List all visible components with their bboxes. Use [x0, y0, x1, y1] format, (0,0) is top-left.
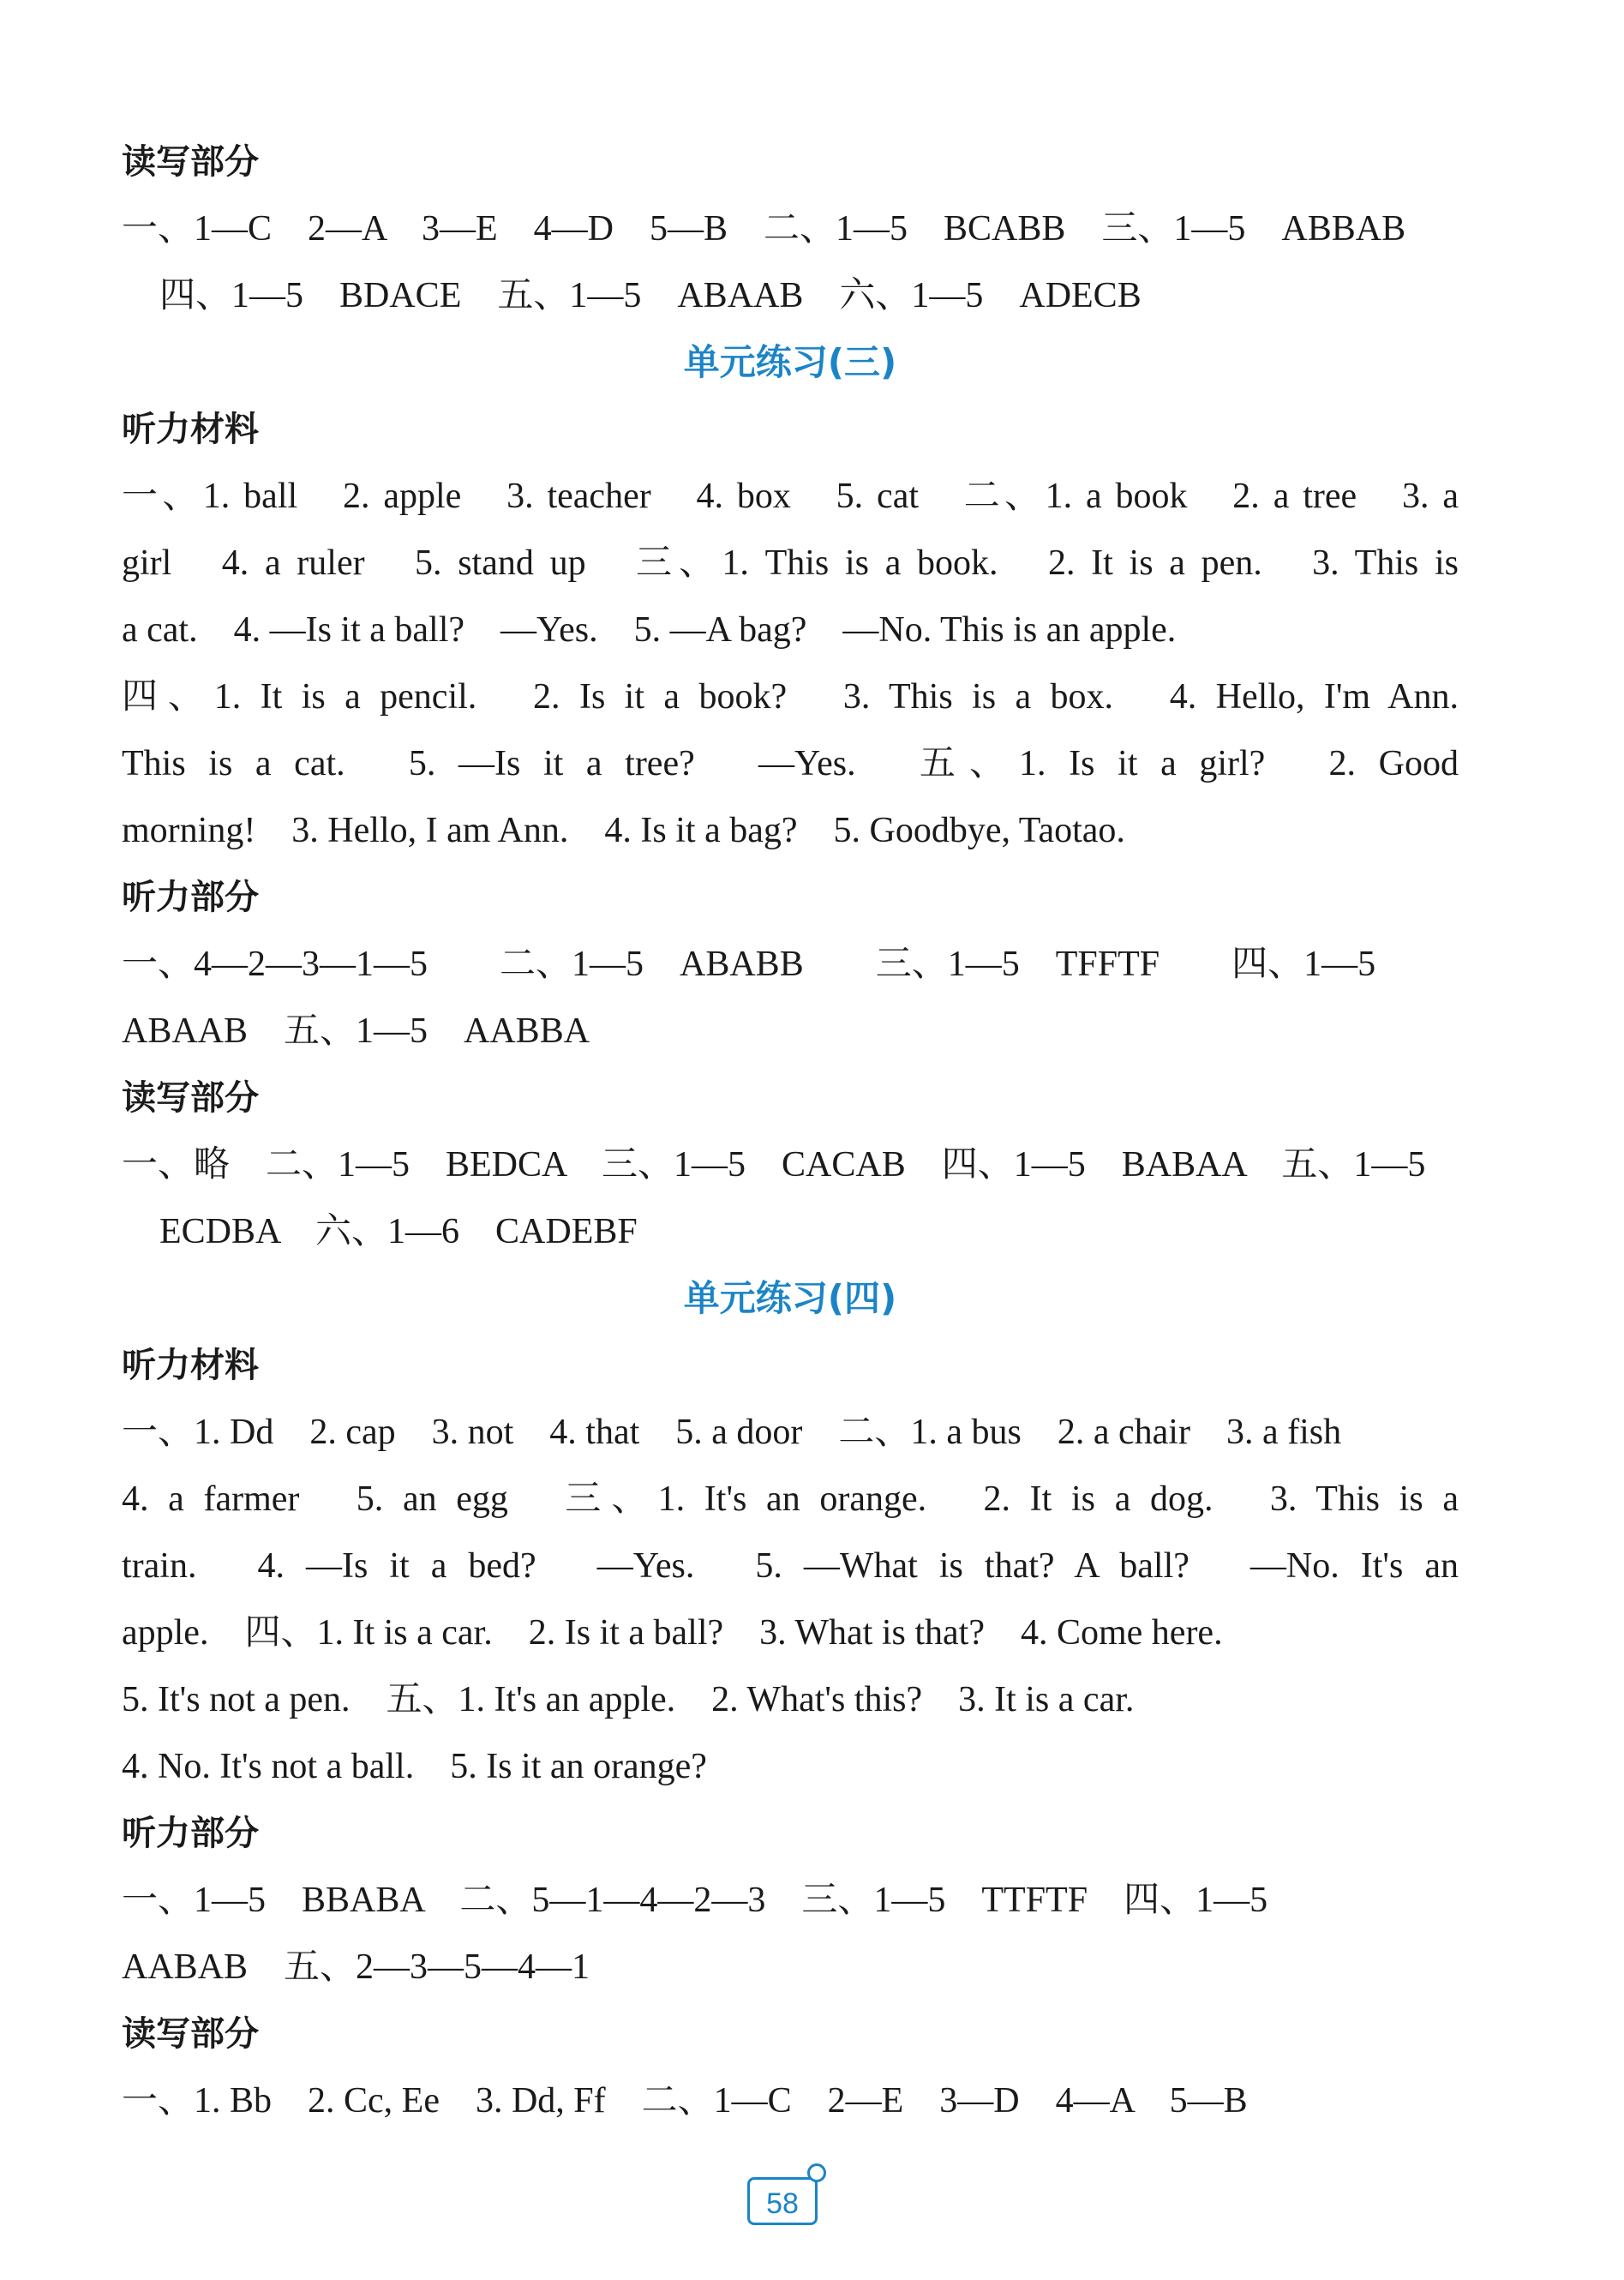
answer-line: 4. a farmer 5. an egg 三、1. It's an orange. 2. It is a dog. 3. This is a — [122, 1479, 1459, 1519]
answer-line: a cat. 4. —Is it a ball? —Yes. 5. —A bag? —No. This is an apple. — [122, 610, 1177, 650]
section-heading: 读写部分 — [122, 142, 259, 182]
answer-line: 一、略 二、1—5 BEDCA 三、1—5 CACAB 四、1—5 BABAA 五、1—5 — [122, 1145, 1426, 1185]
answer-line: 一、1. Bb 2. Cc, Ee 3. Dd, Ff 二、1—C 2—E 3—D 4—A 5—B — [122, 2081, 1248, 2121]
answer-line: morning! 3. Hello, I am Ann. 4. Is it a bag? 5. Goodbye, Taotao. — [122, 811, 1125, 850]
section-heading: 听力部分 — [122, 878, 259, 917]
answer-content — [122, 129, 1459, 2134]
answer-line: ECDBA 六、1—6 CADEBF — [159, 1212, 638, 1251]
answer-line: ABAAB 五、1—5 AABBA — [122, 1011, 590, 1051]
answer-line: 四、1. It is a pencil. 2. Is it a book? 3. This is a box. 4. Hello, I'm Ann. — [122, 677, 1459, 717]
answer-line: This is a cat. 5. —Is it a tree? —Yes. 五、1. Is it a girl? 2. Good — [122, 744, 1459, 783]
answer-line: 4. No. It's not a ball. 5. Is it an orange? — [122, 1747, 707, 1786]
section-heading: 听力材料 — [122, 410, 259, 449]
unit-title: 单元练习(三) — [683, 341, 897, 383]
answer-line: train. 4. —Is it a bed? —Yes. 5. —What is that? A ball? —No. It's an — [122, 1546, 1459, 1586]
answer-line: girl 4. a ruler 5. stand up 三、1. This is a book. 2. It is a pen. 3. This is — [122, 543, 1459, 583]
answer-line: 一、1—5 BBABA 二、5—1—4—2—3 三、1—5 TTFTF 四、1—5 — [122, 1881, 1268, 1920]
apple-icon — [807, 2163, 826, 2182]
section-heading: 听力部分 — [122, 1814, 259, 1853]
answer-line: 一、1—C 2—A 3—E 4—D 5—B 二、1—5 BCABB 三、1—5 ABBAB — [122, 209, 1406, 249]
answer-line: 一、1. Dd 2. cap 3. not 4. that 5. a door 二、1. a bus 2. a chair 3. a fish — [122, 1413, 1342, 1452]
section-heading: 读写部分 — [122, 1078, 259, 1118]
section-heading: 读写部分 — [122, 2014, 259, 2054]
answer-line: apple. 四、1. It is a car. 2. Is it a ball? 3. What is that? 4. Come here. — [122, 1613, 1223, 1653]
answer-line: 一、1. ball 2. apple 3. teacher 4. box 5. cat 二、1. a book 2. a tree 3. a — [122, 477, 1459, 516]
page-number: 58 — [747, 2177, 818, 2225]
section-heading: 听力材料 — [122, 1346, 259, 1385]
answer-line: 5. It's not a pen. 五、1. It's an apple. 2. What's this? 3. It is a car. — [122, 1680, 1135, 1719]
answer-line: 四、1—5 BDACE 五、1—5 ABAAB 六、1—5 ADECB — [159, 276, 1142, 315]
answer-line: AABAB 五、2—3—5—4—1 — [122, 1947, 590, 1987]
unit-title: 单元练习(四) — [683, 1277, 897, 1319]
answer-line: 一、4—2—3—1—5 二、1—5 ABABB 三、1—5 TFFTF 四、1—5 — [122, 945, 1376, 984]
